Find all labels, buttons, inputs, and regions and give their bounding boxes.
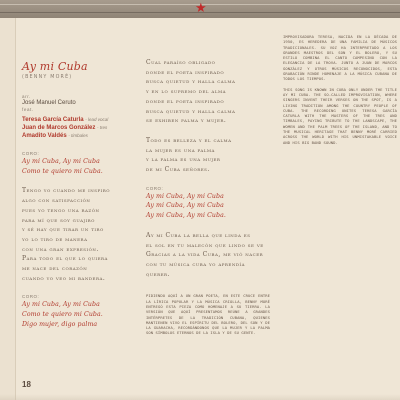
credit-name: Amadito Valdés - timbales (22, 133, 88, 139)
verse-block (146, 136, 270, 175)
star-icon: ★ (195, 1, 207, 16)
chorus-block (22, 150, 132, 176)
column-left (22, 20, 132, 330)
margin-rule (15, 18, 16, 400)
lyric-line: Cual paraíso obligado (146, 59, 216, 66)
lyric-line: Gracias a la vida Cuba, me vió nacer (146, 251, 264, 259)
lyric-line: se exhiben palma y mujer. (146, 117, 227, 125)
page-bottom-shade (0, 394, 400, 400)
lyric-line: y la palma es una mujer (146, 156, 221, 164)
lyric-line: cuando yo veo mi bandera. (22, 274, 106, 282)
chorus-block (22, 293, 132, 329)
lyric-line: donde el poeta inspirado (146, 97, 225, 105)
lyric-line: y en lo supremo del alma (146, 88, 226, 96)
column-middle (146, 20, 270, 336)
lyric-line: Ay mi Cuba, Ay mi Cuba (146, 202, 224, 210)
lyric-line: y sé hay que tirar un tiro (22, 226, 104, 234)
lyric-line: Ay mi Cuba, Ay mi Cuba (22, 158, 100, 165)
liner-notes-english: THIS SONG IS KNOWN IN CUBA ONLY UNDER THE TITLE AY MI CUBA. THE SO-CALLED IMPROVISATION, WHERE SINGERS INVENT THEIR VERSES ON THE SPOT, IS A LIVING TRADITION AMONG THE COUNTRY PEOPLE OF CUBA. THE RECORDING UNITES TERESA GARCÍA CATURLA WITH THE MASTERS OF THE TRES AND TIMBALES, PAYING TRIBUTE TO THE LANDSCAPE, THE WOMEN AND THE PALM TREES OF THE ISLAND, AND TO THE MUSICAL HERITAGE THAT BENNY MORÉ CARRIED ACROSS THE WORLD WITH HIS UNMISTAKABLE VOICE AND HIS BIG BAND SOUND. (283, 86, 397, 145)
lyric-line: para mí que soy guajiro (22, 216, 95, 224)
verse-block (22, 186, 132, 283)
lyric-line: Ay mi Cuba, Ay mi Cuba. (146, 212, 226, 220)
lyric-line: de mi Cuba señores. (146, 166, 210, 174)
lyric-line: busca quietud y halla calma (146, 78, 236, 86)
lyric-line: Ay mi Cuba, Ay mi Cuba (22, 301, 100, 309)
page-number: 18 (22, 380, 31, 389)
lyric-line: Como te quiero mi Cuba. (22, 167, 103, 175)
chorus-label: CORO: (22, 294, 40, 300)
song-subtitle: (BENNY MORÉ) (22, 75, 73, 80)
lyric-line: algo con satisfacción (22, 197, 91, 205)
liner-notes-spanish-cont: IMPROVISADORA TERESA, NACIDA EN LA DÉCADA DE 1950, ES HEREDERA DE UNA FAMILIA DE MÚSICOS TRADICIONALES. SU VOZ HA INTERPRETADO A LOS GRANDES MAESTROS DEL SON Y EL BOLERO, Y SU ESTILO COMBINA EL CANTO CAMPESINO CON LA ELEGANCIA DE LA TROVA. JUNTO A JUAN DE MARCOS GONZÁLEZ Y OTROS MÚSICOS RECONOCIDOS, ESTA GRABACIÓN RINDE HOMENAJE A LA MÚSICA CUBANA DE TODOS LOS TIEMPOS. (283, 34, 397, 82)
left-margin-strip (0, 18, 16, 400)
chorus-block (146, 185, 270, 221)
chorus-label: CORO: (22, 151, 40, 156)
credit-name: José Manuel Ceruto (22, 99, 76, 106)
column-right (283, 20, 397, 145)
song-title: Ay mi Cuba (22, 60, 88, 73)
lyric-line: Ay mi Cuba la bella que linda es (146, 231, 251, 239)
lyric-line: Todo es belleza y el calma (146, 136, 232, 144)
credit-name: Juan de Marcos González - tres (22, 125, 108, 131)
chorus-label: CORO: (146, 185, 164, 191)
lyric-line: con una gran expresión. (22, 245, 99, 253)
lyric-line: Para todo el que lo quiera (22, 255, 108, 263)
credit-label: arr. (22, 94, 31, 99)
lyric-line: el sol en tu malecón que lindo se ve (146, 241, 264, 249)
lyric-line: busca quietud y halla calma (146, 107, 236, 115)
verse-block (146, 231, 270, 280)
lyric-line: Tengo yo cuando me inspiro (22, 187, 111, 195)
credit-name: Teresa García Caturla - lead vocal (22, 117, 109, 123)
top-bar (0, 0, 400, 18)
lyric-line: donde el poeta inspirado (146, 68, 225, 76)
lyric-line: Digo mujer, digo palma (22, 320, 98, 328)
lyric-line: me nace del corazón (22, 265, 88, 273)
liner-notes-spanish: PIDIENDO AQUÍ A UN GRAN POETA, EN ESTE CRUCE ENTRE LA LÍRICA POPULAR Y LA MÚSICA CRIOLLA, BENNY MORÉ ENTREGÓ ESTA PIEZA COMO HOMENAJE A SU TIERRA. LA VERSIÓN QUE AQUÍ PRESENTAMOS REÚNE A GRANDES INTÉRPRETES DE LA TRADICIÓN CUBANA, QUIENES MANTIENEN VIVO EL ESPÍRITU DEL BOLERO, DEL SON Y DE LA GUARACHA, RECORDÁNDONOS QUE LA MUJER Y LA PALMA SON SÍMBOLOS ETERNOS DE LA ISLA Y DE SU GENTE. (146, 293, 270, 336)
lyric-line: Como te quiero mi Cuba. (22, 311, 103, 319)
lyric-line: pues yo tengo una razón (22, 206, 100, 214)
lyric-line: con tu música cuba yo aprendía querer. (146, 260, 246, 278)
lyric-line: la mujer es una palma (146, 146, 215, 154)
credit-label: feat. (22, 106, 34, 112)
verse-block (146, 58, 270, 126)
lyric-line: yo lo tiro de manera (22, 235, 88, 243)
credits (22, 94, 132, 140)
lyric-line: Ay mi Cuba, Ay mi Cuba (146, 192, 224, 200)
